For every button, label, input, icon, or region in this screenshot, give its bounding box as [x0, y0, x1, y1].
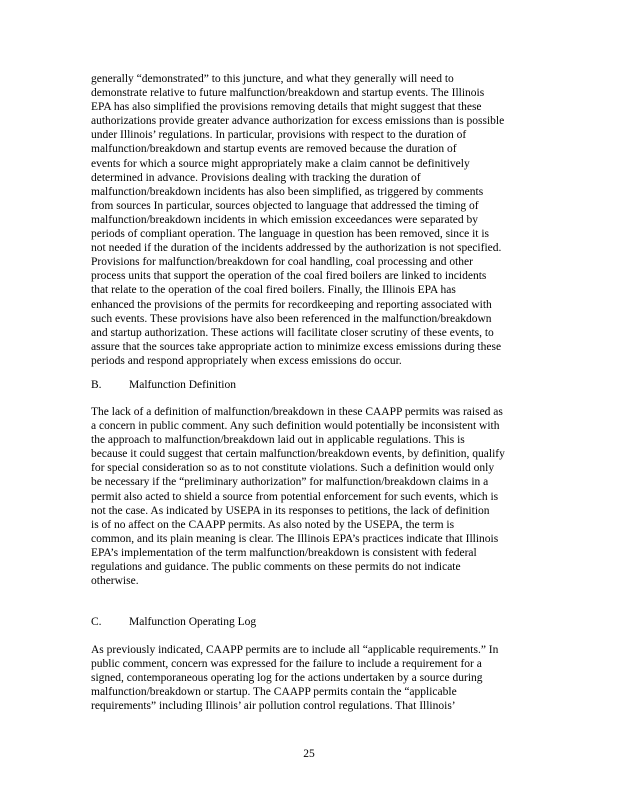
text-line: malfunction/breakdown or startup. The CAAPP permits contain the “applicable: [91, 686, 457, 699]
text-line: malfunction/breakdown incidents has also been simplified, as triggered by comments: [91, 185, 484, 198]
text-line: permit also acted to shield a source from potential enforcement for such events, which is: [91, 490, 499, 503]
text-line: process units that support the operation of the coal fired boilers are linked to incidents: [91, 270, 487, 283]
text-line: otherwise.: [91, 575, 139, 588]
section-title: Malfunction Operating Log: [129, 616, 257, 628]
text-line: from sources In particular, sources objected to language that addressed the timing of: [91, 199, 479, 212]
text-line: regulations and guidance. The public comments on these permits do not indicate: [91, 561, 461, 574]
text-line: periods of compliant operation. The language in question has been removed, since it is: [91, 228, 490, 241]
text-line: events for which a source might appropriately make a claim cannot be definitively: [91, 157, 470, 170]
text-line: be necessary if the “preliminary authorization” for malfunction/breakdown claims in a: [91, 476, 489, 489]
page-number: 25: [303, 748, 315, 760]
text-line: that relate to the operation of the coal fired boilers. Finally, the Illinois EPA has: [91, 284, 456, 297]
text-line: such events. These provisions have also been referenced in the malfunction/breakdown: [91, 312, 492, 325]
paragraph-3: [91, 643, 578, 713]
text-line: the approach to malfunction/breakdown laid out in applicable regulations. This is: [91, 434, 465, 447]
text-line: periods and respond appropriately when excess emissions do occur.: [91, 354, 402, 367]
text-line: EPA has also simplified the provisions removing details that might suggest that these: [91, 101, 482, 114]
section-letter: B.: [91, 379, 102, 391]
text-line: a concern in public comment. Any such definition would potentially be inconsistent with: [91, 420, 500, 433]
text-line: assure that the sources take appropriate action to minimize excess emissions during these: [91, 340, 502, 353]
text-line: The lack of a definition of malfunction/breakdown in these CAAPP permits was raised as: [91, 406, 503, 418]
text-line: EPA’s implementation of the term malfunction/breakdown is consistent with federal: [91, 546, 477, 559]
text-line: authorizations provide greater advance authorization for excess emissions than is possible: [91, 115, 505, 128]
text-line: malfunction/breakdown incidents in which emission exceedances were separated by: [91, 213, 479, 226]
section-heading-b: [91, 378, 236, 392]
text-line: not the case. As indicated by USEPA in its responses to petitions, the lack of definition: [91, 504, 490, 517]
text-line: determined in advance. Provisions dealing with tracking the duration of: [91, 171, 421, 184]
section-title: Malfunction Definition: [129, 379, 236, 391]
text-line: public comment, concern was expressed for the failure to include a requirement for a: [91, 658, 482, 671]
text-line: signed, contemporaneous operating log for the actions undertaken by a source during: [91, 672, 483, 685]
text-line: enhanced the provisions of the permits for recordkeeping and reporting associated with: [91, 298, 492, 311]
text-line: not needed if the duration of the incidents addressed by the authorization is not specified.: [91, 242, 502, 255]
paragraph-2: [91, 405, 578, 588]
text-line: demonstrate relative to future malfunction/breakdown and startup events. The Illinois: [91, 87, 485, 100]
text-line: requirements” including Illinois’ air pollution control regulations. That Illinois’: [91, 700, 456, 713]
text-line: Provisions for malfunction/breakdown for coal handling, coal processing and other: [91, 256, 473, 269]
text-line: is of no affect on the CAAPP permits. As also noted by the USEPA, the term is: [91, 518, 455, 531]
text-line: common, and its plain meaning is clear. The Illinois EPA’s practices indicate that Illinois: [91, 532, 499, 545]
text-line: As previously indicated, CAAPP permits are to include all “applicable requirements.” In: [91, 644, 499, 656]
text-line: under Illinois’ regulations. In particular, provisions with respect to the duration of: [91, 129, 467, 142]
section-letter: C.: [91, 616, 102, 628]
text-line: for special consideration so as to not constitute violations. Such a definition would only: [91, 462, 495, 475]
section-heading-c: [91, 615, 256, 629]
text-line: and startup authorization. These actions will facilitate closer scrutiny of these events, to: [91, 326, 494, 339]
text-line: because it could suggest that certain malfunction/breakdown events, by definition, qualify: [91, 448, 505, 461]
paragraph-1: [91, 72, 578, 368]
text-line: malfunction/breakdown and startup events are removed because the duration of: [91, 143, 457, 156]
text-line: generally “demonstrated” to this juncture, and what they generally will need to: [91, 73, 454, 85]
